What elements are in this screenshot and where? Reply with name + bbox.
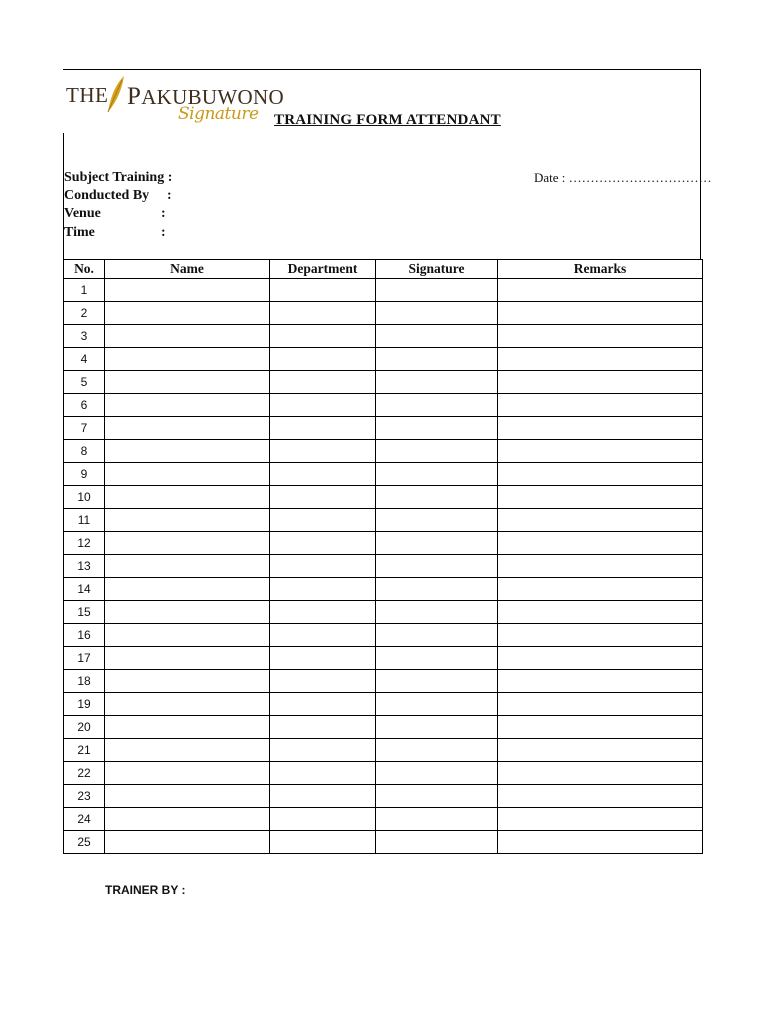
table-row [64,716,703,739]
department-cell[interactable] [270,279,376,302]
remarks-cell[interactable] [498,302,703,325]
department-cell[interactable] [270,831,376,854]
table-row [64,532,703,555]
signature-cell[interactable] [376,509,498,532]
row-number: 5 [64,371,105,394]
name-cell[interactable] [105,394,270,417]
table-header-row [64,260,703,279]
table-row [64,601,703,624]
table-row [64,371,703,394]
department-cell[interactable] [270,808,376,831]
department-cell[interactable] [270,647,376,670]
department-cell[interactable] [270,440,376,463]
department-cell[interactable] [270,509,376,532]
row-number: 22 [64,762,105,785]
name-cell[interactable] [105,486,270,509]
row-number: 11 [64,509,105,532]
remarks-cell[interactable] [498,693,703,716]
signature-cell[interactable] [376,739,498,762]
department-cell[interactable] [270,325,376,348]
column-header: Signature [376,260,498,279]
logo-brand-rest: AKUBUWONO [141,85,284,109]
department-cell[interactable] [270,555,376,578]
signature-cell[interactable] [376,762,498,785]
remarks-cell[interactable] [498,762,703,785]
table-row [64,762,703,785]
department-cell[interactable] [270,601,376,624]
column-header: Department [270,260,376,279]
table-row [64,279,703,302]
row-number: 6 [64,394,105,417]
signature-cell[interactable] [376,394,498,417]
signature-cell[interactable] [376,532,498,555]
form-title: TRAINING FORM ATTENDANT [274,112,501,128]
table-row [64,831,703,854]
remarks-cell[interactable] [498,509,703,532]
signature-cell[interactable] [376,279,498,302]
name-cell[interactable] [105,670,270,693]
field-conducted-colon: : [167,188,172,203]
department-cell[interactable] [270,348,376,371]
department-cell[interactable] [270,716,376,739]
row-number: 9 [64,463,105,486]
row-number: 4 [64,348,105,371]
remarks-cell[interactable] [498,371,703,394]
signature-cell[interactable] [376,486,498,509]
name-cell[interactable] [105,279,270,302]
name-cell[interactable] [105,532,270,555]
column-header: No. [64,260,105,279]
name-cell[interactable] [105,348,270,371]
field-venue-colon: : [161,206,166,221]
row-number: 24 [64,808,105,831]
remarks-cell[interactable] [498,555,703,578]
table-row [64,785,703,808]
signature-cell[interactable] [376,785,498,808]
name-cell[interactable] [105,785,270,808]
name-cell[interactable] [105,578,270,601]
logo-the: THE [66,83,109,107]
name-cell[interactable] [105,624,270,647]
department-cell[interactable] [270,394,376,417]
table-row [64,624,703,647]
department-cell[interactable] [270,624,376,647]
table-row [64,394,703,417]
remarks-cell[interactable] [498,831,703,854]
attendance-table-wrap [63,259,702,854]
row-number: 13 [64,555,105,578]
table-row [64,739,703,762]
remarks-cell[interactable] [498,463,703,486]
row-number: 21 [64,739,105,762]
name-cell[interactable] [105,647,270,670]
field-time-colon: : [161,225,166,240]
remarks-cell[interactable] [498,647,703,670]
name-cell[interactable] [105,463,270,486]
row-number: 20 [64,716,105,739]
row-number: 1 [64,279,105,302]
name-cell[interactable] [105,739,270,762]
table-row [64,555,703,578]
remarks-cell[interactable] [498,440,703,463]
row-number: 23 [64,785,105,808]
row-number: 17 [64,647,105,670]
department-cell[interactable] [270,670,376,693]
department-cell[interactable] [270,371,376,394]
name-cell[interactable] [105,509,270,532]
signature-cell[interactable] [376,348,498,371]
remarks-cell[interactable] [498,808,703,831]
signature-cell[interactable] [376,670,498,693]
row-number: 12 [64,532,105,555]
table-row [64,693,703,716]
remarks-cell[interactable] [498,486,703,509]
attendance-table [63,259,703,854]
field-time: Time [64,225,95,240]
feather-icon [102,74,128,114]
row-number: 14 [64,578,105,601]
table-row [64,463,703,486]
remarks-cell[interactable] [498,279,703,302]
table-row [64,325,703,348]
logo-brand-initial: P [127,83,142,110]
name-cell[interactable] [105,831,270,854]
table-row [64,670,703,693]
name-cell[interactable] [105,440,270,463]
row-number: 10 [64,486,105,509]
signature-cell[interactable] [376,325,498,348]
row-number: 8 [64,440,105,463]
remarks-cell[interactable] [498,785,703,808]
row-number: 3 [64,325,105,348]
signature-cell[interactable] [376,808,498,831]
row-number: 15 [64,601,105,624]
remarks-cell[interactable] [498,325,703,348]
department-cell[interactable] [270,486,376,509]
table-row [64,808,703,831]
name-cell[interactable] [105,693,270,716]
table-row [64,578,703,601]
department-cell[interactable] [270,417,376,440]
remarks-cell[interactable] [498,716,703,739]
name-cell[interactable] [105,325,270,348]
table-row [64,302,703,325]
name-cell[interactable] [105,716,270,739]
signature-cell[interactable] [376,417,498,440]
name-cell[interactable] [105,601,270,624]
name-cell[interactable] [105,417,270,440]
row-number: 2 [64,302,105,325]
department-cell[interactable] [270,739,376,762]
signature-cell[interactable] [376,601,498,624]
signature-cell[interactable] [376,463,498,486]
signature-cell[interactable] [376,716,498,739]
signature-cell[interactable] [376,371,498,394]
table-body [64,279,703,854]
department-cell[interactable] [270,463,376,486]
remarks-cell[interactable] [498,417,703,440]
remarks-cell[interactable] [498,348,703,371]
remarks-cell[interactable] [498,739,703,762]
department-cell[interactable] [270,302,376,325]
signature-cell[interactable] [376,624,498,647]
column-header: Name [105,260,270,279]
pakubuwono-logo [66,74,284,134]
table-row [64,486,703,509]
remarks-cell[interactable] [498,578,703,601]
department-cell[interactable] [270,762,376,785]
remarks-cell[interactable] [498,670,703,693]
table-row [64,509,703,532]
table-row [64,417,703,440]
field-conducted-by: Conducted By [64,188,150,203]
row-number: 18 [64,670,105,693]
row-number: 25 [64,831,105,854]
row-number: 7 [64,417,105,440]
name-cell[interactable] [105,808,270,831]
department-cell[interactable] [270,532,376,555]
row-number: 19 [64,693,105,716]
name-cell[interactable] [105,302,270,325]
row-number: 16 [64,624,105,647]
table-row [64,348,703,371]
signature-cell[interactable] [376,555,498,578]
remarks-cell[interactable] [498,601,703,624]
department-cell[interactable] [270,578,376,601]
field-date: Date : …………………………… [534,170,712,185]
name-cell[interactable] [105,555,270,578]
table-row [64,647,703,670]
column-header: Remarks [498,260,703,279]
logo-signature: Signature [178,104,259,124]
remarks-cell[interactable] [498,624,703,647]
department-cell[interactable] [270,785,376,808]
remarks-cell[interactable] [498,394,703,417]
signature-cell[interactable] [376,693,498,716]
signature-cell[interactable] [376,578,498,601]
name-cell[interactable] [105,762,270,785]
remarks-cell[interactable] [498,532,703,555]
signature-cell[interactable] [376,302,498,325]
field-venue: Venue [64,206,101,221]
signature-cell[interactable] [376,440,498,463]
signature-cell[interactable] [376,831,498,854]
field-subject-training: Subject Training : [64,170,173,185]
trainer-by-label: TRAINER BY : [105,883,186,897]
table-row [64,440,703,463]
name-cell[interactable] [105,371,270,394]
department-cell[interactable] [270,693,376,716]
signature-cell[interactable] [376,647,498,670]
